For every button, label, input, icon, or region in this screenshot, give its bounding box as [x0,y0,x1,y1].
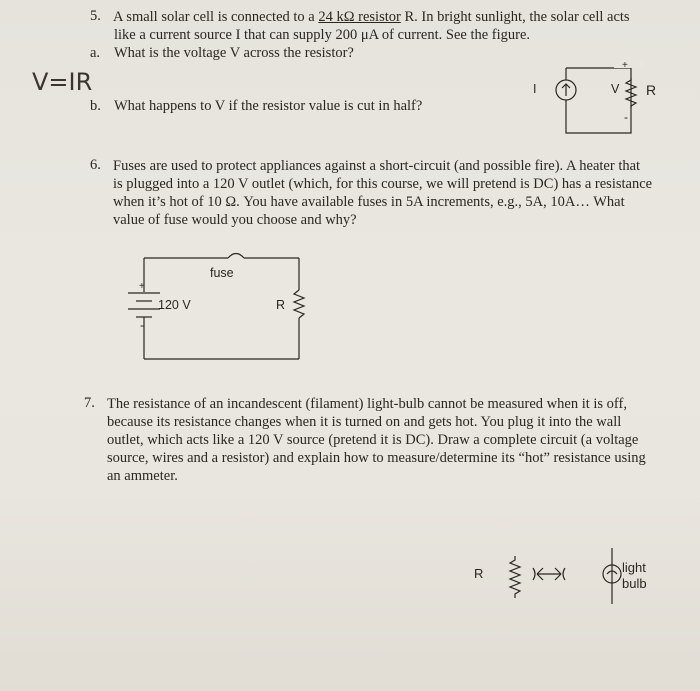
q7-number: 7. [84,395,95,411]
q5-number: 5. [90,8,101,24]
q7-double-arrow [537,568,561,580]
q5-fig-minus: - [624,110,628,124]
q5-a-label: a. [90,45,101,61]
q6-fig-plus: + [139,281,145,292]
q6-number: 6. [90,157,101,173]
q7-line-1: The resistance of an incandescent (filament) light-bulb cannot be measured when it is off, [107,396,627,412]
q6-line-3: when it’s hot of 10 Ω. You have available fuses in 5A increments, e.g., 5A, 10A… What [113,194,625,210]
q5-line-2: like a current source I that can supply 200 μA of current. See the figure. [114,27,531,43]
q5-line-1-pre: A small solar cell is connected to a [113,9,319,25]
q6-line-1: Fuses are used to protect appliances against a short-circuit (and possible fire). A heater that [113,158,641,174]
q6-fig-minus: - [140,318,144,332]
q6-fig-fuse: fuse [210,266,234,280]
q7-resistor-zigzag [510,556,520,598]
q7-fig-light: light [622,560,646,575]
q5-fig-R: R [646,82,657,98]
q5-fig-plus: + [622,60,628,71]
q5-a-text: What is the voltage V across the resistor? [114,45,354,61]
q6-fig-R: R [276,298,286,312]
q7-line-2: because its resistance changes when it is turned on and gets hot. You plug it into the wall [107,414,622,430]
q7-fig-R: R [474,566,484,581]
q5-b-text: What happens to V if the resistor value is cut in half? [114,98,423,114]
q6-line-4: value of fuse would you choose and why? [113,212,357,228]
q5-resistor-value: 24 kΩ resistor [318,9,401,25]
q7-line-4: source, wires and a resistor) and explain how to measure/determine its “hot” resistance using [107,450,646,466]
q7-line-3: outlet, which acts like a 120 V source (pretend it is DC). Draw a complete circuit (a voltage [107,432,639,448]
q5-fig-V: V [611,82,620,96]
q5-fig-I: I [533,82,537,96]
q7-line-5: an ammeter. [107,468,178,484]
q5-line-1-post: R. In bright sunlight, the solar cell acts [400,9,630,25]
q5-b-label: b. [90,98,101,114]
q6-fig-voltage: 120 V [158,298,191,312]
handwritten-answer: V=IR [32,68,93,96]
q6-line-2: is plugged into a 120 V outlet (which, for this course, we will pretend is DC) has a resistance [113,176,653,192]
q7-fig-bulb: bulb [622,576,647,591]
